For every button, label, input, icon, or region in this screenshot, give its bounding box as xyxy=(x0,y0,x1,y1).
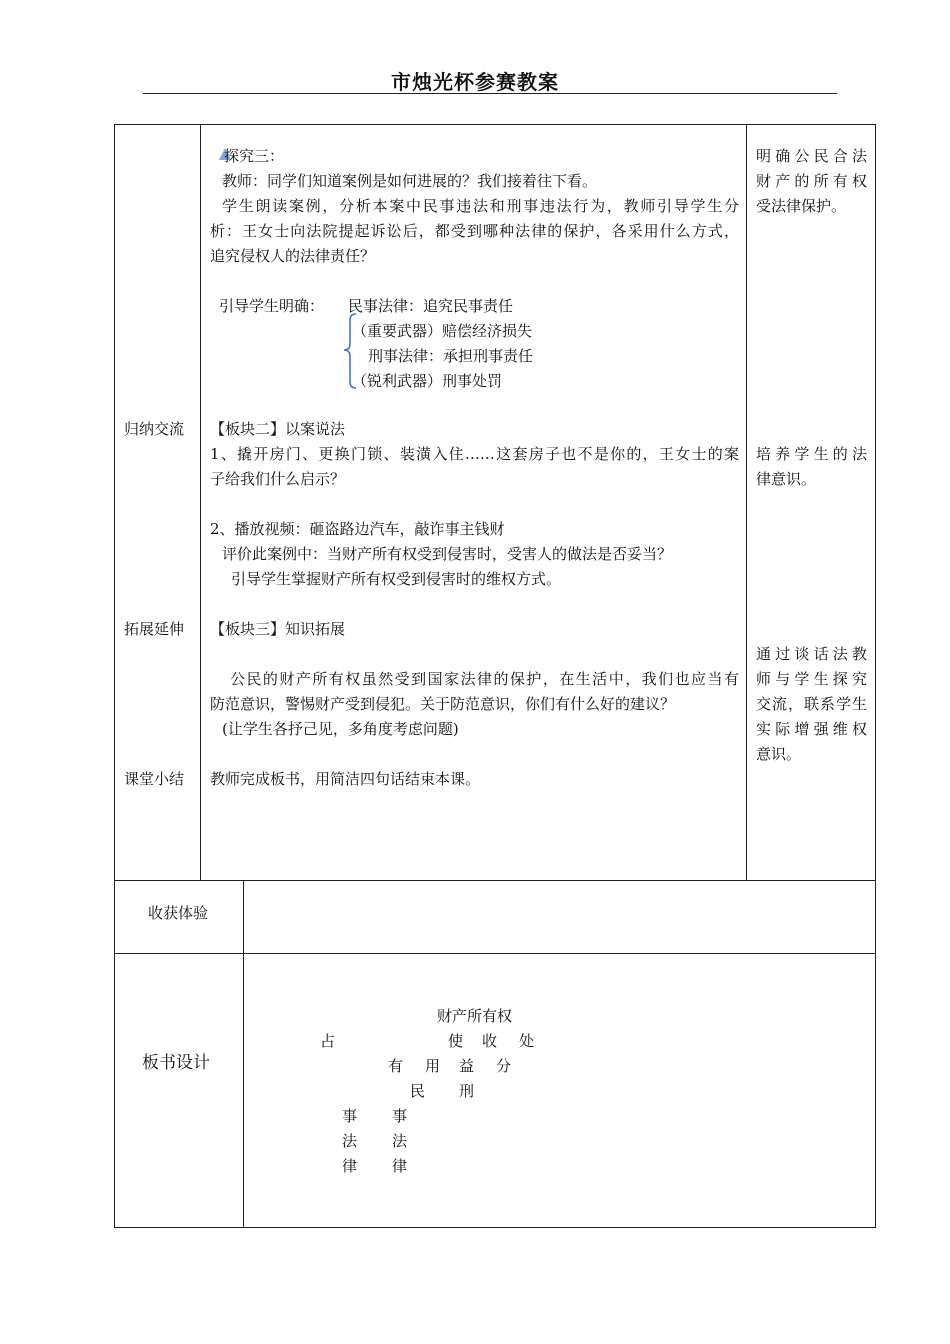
block2-title: 【板块二】以案说法 xyxy=(210,420,346,438)
block2-item2-eval: 评价此案例中：当财产所有权受到侵害时，受害人的做法是否妥当？ xyxy=(222,545,673,563)
board-fa2: 法 xyxy=(392,1132,408,1150)
criminal-weapon: （锐利武器）刑事处罚 xyxy=(352,372,503,390)
brace-bracket xyxy=(342,312,360,390)
label-extension: 拓展延伸 xyxy=(124,620,185,638)
harvest-label: 收获体验 xyxy=(148,904,209,922)
explore3-heading: 探究三： xyxy=(224,147,285,165)
block2-item2-guide: 引导学生掌握财产所有权受到侵害时的维权方式。 xyxy=(231,570,562,588)
board-shou: 收 xyxy=(482,1032,498,1050)
explore3-teacher-line: 教师：同学们知道案例是如何进展的？我们接着往下看。 xyxy=(222,172,598,190)
board-shi2: 事 xyxy=(392,1107,408,1125)
explore3-student-line2: 析：王女士向法院提起诉讼后，都受到哪种法律的保护，各采用什么方式， xyxy=(210,222,739,240)
board-yi: 益 xyxy=(459,1057,475,1075)
board-xing: 刑 xyxy=(459,1082,475,1100)
block3-title: 【板块三】知识拓展 xyxy=(210,620,346,638)
board-top: 财产所有权 xyxy=(437,1007,513,1025)
board-min: 民 xyxy=(410,1082,426,1100)
civil-law: 民事法律：追究民事责任 xyxy=(348,297,514,315)
board-shi1: 事 xyxy=(342,1107,358,1125)
criminal-law: 刑事法律：承担刑事责任 xyxy=(368,347,534,365)
guide-label: 引导学生明确： xyxy=(219,297,325,315)
civil-weapon: （重要武器）赔偿经济损失 xyxy=(352,322,533,340)
block3-para-line1: 公民的财产所有权虽然受到国家法律的保护，在生活中，我们也应当有 xyxy=(230,670,739,688)
board-lv2: 律 xyxy=(392,1157,408,1175)
label-class-summary: 课堂小结 xyxy=(124,770,185,788)
block3-para-line3: (让学生各抒己见，多角度考虑问题) xyxy=(222,720,459,738)
board-label: 板书设计 xyxy=(142,1053,210,1073)
block2-item2: 2、播放视频：砸盗路边汽车，敲诈事主钱财 xyxy=(210,520,505,538)
board-lv1: 律 xyxy=(342,1157,358,1175)
block3-para-line2: 防范意识，警惕财产受到侵犯。关于防范意识，你们有什么好的建议？ xyxy=(210,695,676,713)
board-zhan: 占 xyxy=(320,1032,336,1050)
board-yong: 用 xyxy=(425,1057,441,1075)
block2-item1-line1: 1、撬开房门、更换门锁、装潢入住……这套房子也不是你的，王女士的案 xyxy=(210,445,739,463)
summary-text: 教师完成板书，用简洁四句话结束本课。 xyxy=(210,770,481,788)
explore3-student-line3: 追究侵权人的法律责任？ xyxy=(210,247,376,265)
board-fa1: 法 xyxy=(342,1132,358,1150)
page-title: 市烛光杯参赛教案 xyxy=(391,70,559,94)
header-rule xyxy=(143,93,837,94)
board-fen: 分 xyxy=(496,1057,512,1075)
board-you: 有 xyxy=(388,1057,404,1075)
explore3-student-line1: 学生朗读案例，分析本案中民事违法和刑事违法行为，教师引导学生分 xyxy=(222,197,739,215)
block2-item1-line2: 子给我们什么启示？ xyxy=(210,470,346,488)
board-shi: 使 xyxy=(448,1032,464,1050)
label-summary-exchange: 归纳交流 xyxy=(124,420,185,438)
board-chu: 处 xyxy=(519,1032,535,1050)
